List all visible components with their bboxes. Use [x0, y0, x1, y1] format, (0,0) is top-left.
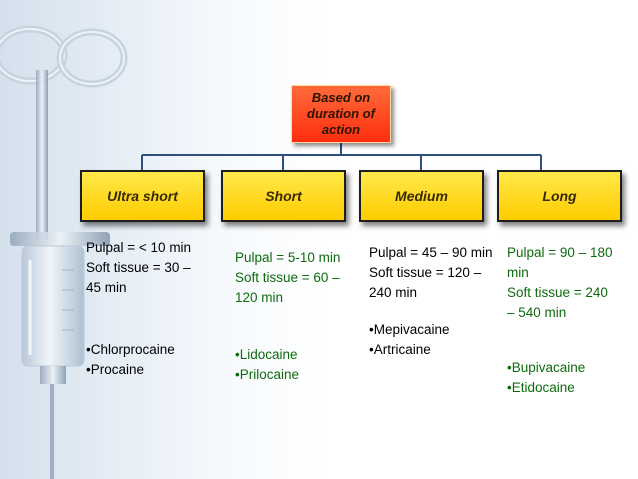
category-label: Long: [542, 188, 577, 204]
medium-durations: [369, 243, 492, 303]
drug-item: •Procaine: [86, 362, 145, 377]
soft-tissue-duration: 45 min: [86, 280, 127, 295]
root-line: duration of: [307, 106, 375, 121]
drug-item: •Chlorprocaine: [86, 342, 175, 357]
drug-item: •Lidocaine: [235, 347, 298, 362]
pulpal-duration: Pulpal = 5-10 min: [235, 250, 341, 265]
ultra-short-drugs: [86, 340, 175, 380]
category-label: Short: [265, 188, 302, 204]
long-durations: [507, 243, 612, 323]
drug-item: •Etidocaine: [507, 380, 575, 395]
pulpal-duration: Pulpal = 90 – 180: [507, 245, 613, 260]
ultra-short-durations: [86, 238, 191, 298]
soft-tissue-duration: Soft tissue = 30 –: [86, 260, 191, 275]
soft-tissue-duration: 120 min: [235, 290, 284, 305]
soft-tissue-duration: Soft tissue = 240: [507, 285, 608, 300]
category-long: [497, 170, 622, 222]
pulpal-duration: Pulpal = < 10 min: [86, 240, 192, 255]
category-label: Medium: [395, 188, 448, 204]
short-durations: [235, 248, 340, 308]
pulpal-duration: min: [507, 265, 529, 280]
drug-item: •Prilocaine: [235, 367, 300, 382]
root-line: action: [321, 122, 361, 137]
root-line: Based on: [311, 90, 371, 105]
soft-tissue-duration: Soft tissue = 60 –: [235, 270, 340, 285]
drug-item: •Bupivacaine: [507, 360, 586, 375]
drug-item: •Artricaine: [369, 342, 431, 357]
soft-tissue-duration: Soft tissue = 120 –: [369, 265, 482, 280]
soft-tissue-duration: – 540 min: [507, 305, 567, 320]
drug-item: •Mepivacaine: [369, 322, 450, 337]
short-drugs: [235, 345, 299, 385]
long-drugs: [507, 358, 585, 398]
category-ultra-short: [80, 170, 205, 222]
soft-tissue-duration: 240 min: [369, 285, 418, 300]
category-label: Ultra short: [107, 188, 178, 204]
medium-drugs: [369, 320, 450, 360]
category-medium: [359, 170, 484, 222]
root-node: [291, 85, 391, 143]
pulpal-duration: Pulpal = 45 – 90 min: [369, 245, 493, 260]
category-short: [221, 170, 346, 222]
